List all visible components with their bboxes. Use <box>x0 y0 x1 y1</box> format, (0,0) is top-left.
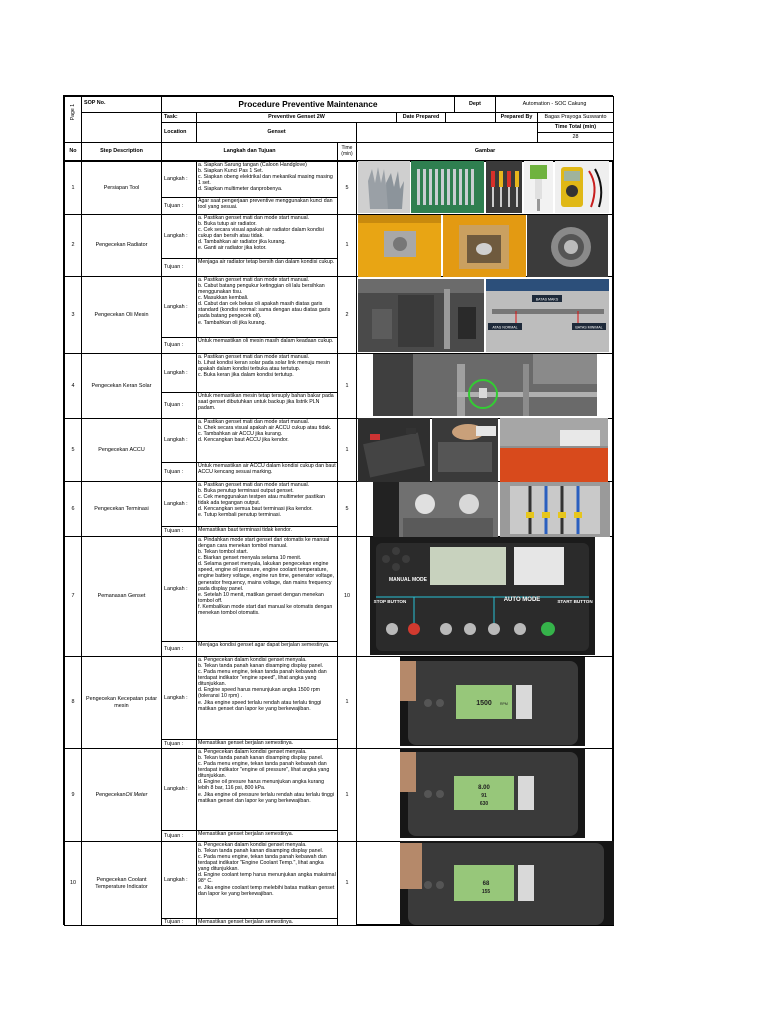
oil-label-right: BATAS MINIMAL <box>575 325 603 330</box>
langkah-steps: a. Pastikan genset mati dan mode start manual. b. Lihat kondisi keran solar pada solar link menuju mesin apakah dalam kondisi terbuka atau tertutup. c. Buka keran jika dalam kondisi tertutup. <box>196 353 338 393</box>
coolant-c-readout: 68 <box>482 881 490 887</box>
step-number: 7 <box>64 536 82 657</box>
step-number: 9 <box>64 748 82 842</box>
dept-value: Automation - SOC Cakung <box>495 96 614 113</box>
langkah-steps: a. Pengecekan dalam kondisi genset menyala. b. Tekan tanda panah kanan disamping display panel. c. Pada menu engine, tekan tanda panah kebawah dan terdapat indikator "engine speed", lihat angka yang ditunjukkan. d. Engine speed harus menunjukan angka 1500 rpm (toleransi 10 rpm) . e. Jika engine speed terlalu rendah atau terlalu tinggi matikan genset dan lapor ke yang berkewajiban. <box>196 656 338 740</box>
langkah-label: Langkah : <box>161 161 197 198</box>
sop-no-label: SOP No. <box>81 96 162 113</box>
step-text: Pengecekan Terminasi <box>94 505 149 512</box>
step-text: Pengecekan Keran Solar <box>91 382 152 389</box>
langkah-label: Langkah : <box>161 418 197 463</box>
tujuan-label: Tujuan : <box>161 258 197 277</box>
doc-title: Procedure Preventive Maintenance <box>161 96 455 113</box>
step-text: Pengecekan Kecepatan putar mesin <box>85 696 158 709</box>
tujuan-label: Tujuan : <box>161 462 197 482</box>
step-number: 1 <box>64 161 82 215</box>
step-time: 2 <box>337 276 357 354</box>
step-time: 1 <box>337 656 357 749</box>
photo-accu-1 <box>358 418 430 482</box>
time-total-value: 28 <box>537 132 614 143</box>
location-label: Location <box>161 122 197 143</box>
step-time: 5 <box>337 161 357 215</box>
photo-radiator-water <box>527 215 608 277</box>
photo-radiator-cap <box>358 215 441 277</box>
step-time: 10 <box>337 536 357 657</box>
step-description <box>81 353 162 419</box>
photo-multimeter <box>555 161 609 213</box>
step-time: 5 <box>337 481 357 537</box>
step-description <box>81 841 162 926</box>
langkah-steps: a. Pastikan genset mati dan mode start manual. b. Buka penutup terminasi output genset. c. Cek menggunakan testpen atau multimeter pastikan tidak ada tegangan output. d. Kencangkan semua baut terminasi jika kendor. e. Tutup kembali penutup terminasi. <box>196 481 338 527</box>
step-description <box>81 748 162 842</box>
step-text: Pengecekan Radiator <box>95 242 148 249</box>
step-text: Persiapan Tool <box>103 184 140 191</box>
tujuan-text: Memastikan genset berjalan semestinya. <box>196 918 338 926</box>
tujuan-text: Untuk memastikan mesin tetap tersuply bahan bakar pada saat genset dibutuhkan untuk backup jika listrik PLN padam. <box>196 392 338 419</box>
step-description <box>81 276 162 354</box>
langkah-steps: a. Pengecekan dalam kondisi genset menyala. b. Tekan tanda panah kanan disamping display panel. c. Pada menu engine, tekan tanda panah kebawah dan terdapat indikator "Engine Coolant Temp.", lihat angka yang ditunjukkan. d. Engine coolant temp harus menunjukan angka maksimal 98° C. e. Jika engine coolant temp melebihi batas matikan genset dan lapor ke yang berkewajiban. <box>196 841 338 919</box>
step-text: Pengecekan Coolant Temperature Indicator <box>95 877 148 890</box>
photo-accu-3 <box>500 418 608 482</box>
tujuan-text: Menjaga kondisi genset agar dapat berjalan semestinya. <box>196 641 338 657</box>
langkah-label: Langkah : <box>161 656 197 740</box>
langkah-label: Langkah : <box>161 353 197 393</box>
photo-screwdriver-pack <box>524 161 553 213</box>
tujuan-text: Memastikan baut terminasi tidak kendor. <box>196 526 338 537</box>
dept-label: Dept <box>454 96 496 113</box>
tujuan-label: Tujuan : <box>161 197 197 215</box>
page-label: Page 1 <box>69 103 76 121</box>
tujuan-label: Tujuan : <box>161 526 197 537</box>
prepared-by-label: Prepared By <box>495 112 538 123</box>
oil-bar-readout: 8.00 <box>478 785 490 791</box>
tujuan-label: Tujuan : <box>161 392 197 419</box>
stop-button-label: STOP BUTTON <box>373 599 407 604</box>
manual-mode-label: MANUAL MODE <box>389 577 427 583</box>
step-description <box>81 214 162 277</box>
tujuan-text: Untuk memastikan oli mesin masih dalam keadaan cukup. <box>196 337 338 354</box>
photo-fuel-valve <box>373 354 597 416</box>
page-cell <box>64 96 82 143</box>
step-time: 1 <box>337 214 357 277</box>
tujuan-text: Memastikan genset berjalan semestinya. <box>196 739 338 749</box>
tujuan-label: Tujuan : <box>161 337 197 354</box>
task-value: Preventive Genset 2W <box>196 112 397 123</box>
step-text: Pengecekan <box>95 791 126 798</box>
step-text: Pengecekan Oli Mesin <box>94 311 149 318</box>
step-time: 1 <box>337 353 357 419</box>
col-time: Time (min) <box>337 142 357 161</box>
step-number: 8 <box>64 656 82 749</box>
langkah-steps: a. Pastikan genset mati dan mode start manual. b. Buka tutup air radiator. c. Cek secara visual apakah air radiator dalam kondisi cukup dan bersih atau tidak. d. Tambahkan air radiator jika kurang. e. Ganti air radiator jika kotor. <box>196 214 338 259</box>
langkah-label: Langkah : <box>161 481 197 527</box>
step-description <box>81 481 162 537</box>
step-number: 6 <box>64 481 82 537</box>
date-prepared-label: Date Prepared <box>396 112 446 123</box>
photo-accu-2 <box>432 418 498 482</box>
tujuan-text: Agar saat pengerjaan preventive menggunakan kunci dan tool yang sesuai. <box>196 197 338 215</box>
tujuan-text: Menjaga air radiator tetap bersih dan dalam kondisi cukup. <box>196 258 338 277</box>
step-time: 1 <box>337 841 357 926</box>
langkah-steps: a. Pengecekan dalam kondisi genset menyala. b. Tekan tanda panah kanan disamping display panel. c. Pada menu engine, tekan tanda panah kebawah dan terdapat indikator "engine oil pressure", lihat angka yang ditunjukkan. d. Engine oil presure harus menunjukan angka kurang lebih 8 bar, 116 psi, 800 kPa. e. Jika engine oil pressure terlalu rendah atau terlalu tinggi matikan genset dan lapor ke yang berkewajiban. <box>196 748 338 831</box>
photo-gloves <box>358 161 410 213</box>
rpm-readout: 1500 <box>476 700 492 707</box>
step-description <box>81 161 162 215</box>
col-no: No <box>64 142 82 161</box>
oil-psi-readout: 91 <box>481 793 487 799</box>
langkah-label: Langkah : <box>161 276 197 338</box>
oil-label-top: BATAS MAKS <box>535 297 559 302</box>
photo-display-rpm <box>400 657 585 746</box>
langkah-label: Langkah : <box>161 841 197 919</box>
col-gambar: Gambar <box>356 142 614 161</box>
photo-display-oil-pressure <box>400 748 585 838</box>
auto-mode-label: AUTO MODE <box>503 597 541 603</box>
oil-kpa-readout: 630 <box>479 801 489 807</box>
step-number: 5 <box>64 418 82 482</box>
photo-wrench-set <box>411 161 484 213</box>
photo-screwdrivers <box>486 161 522 213</box>
oil-label-left: ATAS NORMAL <box>492 325 518 330</box>
step-number: 10 <box>64 841 82 926</box>
photo-control-panel <box>370 537 595 655</box>
tujuan-label: Tujuan : <box>161 918 197 926</box>
step-time: 1 <box>337 748 357 842</box>
step-text-italic: Oil Meter <box>125 791 148 798</box>
coolant-f-readout: 155 <box>481 889 491 895</box>
task-label: Task: <box>161 112 197 123</box>
rpm-unit: RPM <box>500 702 508 706</box>
time-total-label: Time Total (min) <box>537 122 614 133</box>
langkah-steps: a. Pastikan genset mati dan mode start manual. b. Chek secara visual apakah air ACCU cukup atau tidak. c. Tambahkan air ACCU jika kurang. d. Kencangkan baut ACCU jika kendor. <box>196 418 338 463</box>
langkah-label: Langkah : <box>161 748 197 831</box>
location-value: Genset <box>196 122 357 143</box>
photo-terminal-cover <box>373 482 498 537</box>
step-number: 3 <box>64 276 82 354</box>
col-langkah: Langkah dan Tujuan <box>161 142 338 161</box>
col-step: Step Description <box>81 142 162 161</box>
langkah-label: Langkah : <box>161 536 197 642</box>
tujuan-label: Tujuan : <box>161 641 197 657</box>
photo-radiator-open <box>443 215 526 277</box>
step-text: Pemanasan Genset <box>97 593 146 600</box>
tujuan-text: Untuk memastikan air ACCU dalam kondisi cukup dan baut ACCU kencang sesuai marking. <box>196 462 338 482</box>
tujuan-label: Tujuan : <box>161 830 197 842</box>
langkah-steps: a. Siapkan Sarung tangan (Caloon Handglove) b. Siapkan Kunci Pas 1 Set. c. Siapkan obeng elektrikal dan mekanikal masing masing 1 set. d. Siapkan multimeter danprobenya. <box>196 161 338 198</box>
prepared-by-value: Bagas Prayoga Suswanto <box>537 112 614 123</box>
step-description <box>81 418 162 482</box>
tujuan-label: Tujuan : <box>161 739 197 749</box>
langkah-steps: a. Pindahkan mode start genset dari otomatis ke manual dengan cara menekan tombol manual. b. Tekan tombol start. c. Biarkan genset menyala selama 10 menit. d. Selama genset menyala, lakukan pengecekan engine speed, engine oil pressure, engine coolant temperature, engine battery voltage, engine run time, generator voltage, generator frequency, mains voltage, dan mains frequency pada display panel. e. Setelah 10 menit, matikan genset dengan menekan tombol off. f. Kembalikan mode start dari manual ke otomatis dengan menekan tombol otomatis. <box>196 536 338 642</box>
photo-engine-oil-dipstick <box>358 279 484 352</box>
sop-no-value <box>81 112 162 143</box>
step-number: 2 <box>64 214 82 277</box>
tujuan-text: Memastikan genset berjalan semestinya. <box>196 830 338 842</box>
photo-display-coolant <box>400 841 614 925</box>
photo-oil-level-marks <box>486 279 609 352</box>
langkah-label: Langkah : <box>161 214 197 259</box>
step-description <box>81 656 162 749</box>
step-text: Pengecekan ACCU <box>98 446 145 453</box>
header-blank <box>356 122 538 143</box>
step-description <box>81 536 162 657</box>
start-button-label: START BUTTON <box>557 599 593 604</box>
langkah-steps: a. Pastikan genset mati dan mode start manual. b. Cabut batang pengukur ketinggian oli lalu bersihkan menggunakan tisu. c. Masukkan kembali. d. Cabut dan cek bekas oli apakah masih diatas garis standard (kondisi normal: sama dengan atau diatas garis pada batang pengecek oli). e. Tambahkan oli jika kurang. <box>196 276 338 338</box>
step-time: 1 <box>337 418 357 482</box>
photo-terminal-wiring <box>500 482 610 537</box>
step-number: 4 <box>64 353 82 419</box>
